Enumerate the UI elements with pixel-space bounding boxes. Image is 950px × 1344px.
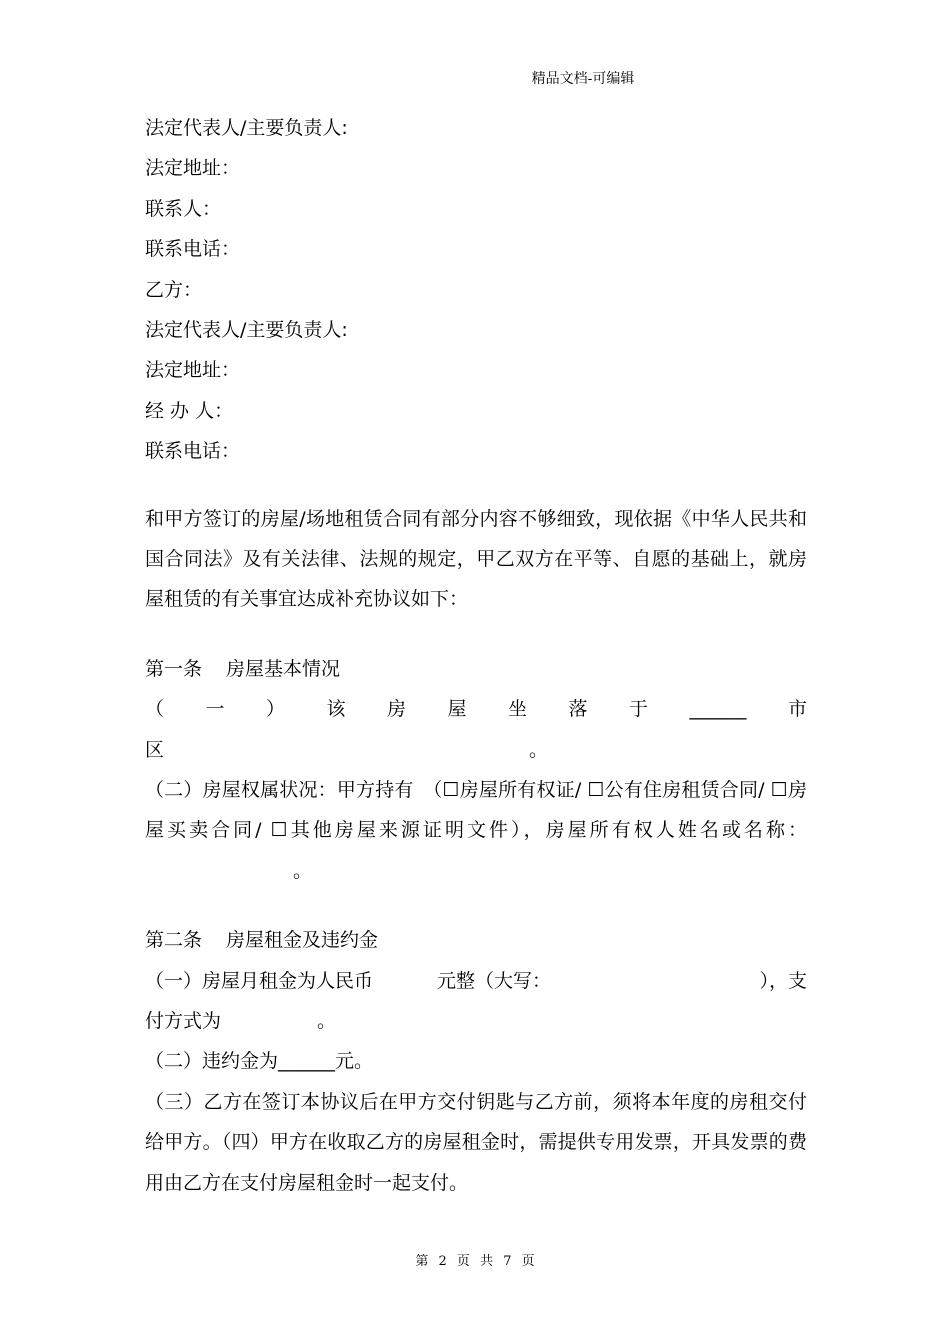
- page-header: 精品文档-可编辑: [531, 71, 635, 87]
- party-a-phone: 联系电话：: [145, 238, 241, 261]
- document-body: [145, 108, 807, 1203]
- period: 。: [293, 859, 313, 882]
- article-1-item-2: [145, 770, 807, 891]
- party-b-address: 法定地址：: [145, 359, 241, 382]
- item-char: 市: [787, 698, 807, 721]
- party-b-title: 乙方：: [145, 278, 203, 301]
- article-1-heading: [145, 649, 807, 689]
- rent-unit: 元整（大写：: [437, 969, 552, 992]
- party-a-representative: 法定代表人/主要负责人:: [145, 117, 348, 139]
- payment-method-label: 付方式为: [145, 1009, 222, 1032]
- ownership-text: （二）房屋权属状况：甲方持有 （☐房屋所有权证/ ☐公有住房租赁合同/ ☐房屋买卖合同/ ☐其他房屋来源证明文件），房屋所有权人姓名或名称：: [145, 778, 807, 842]
- rent-label: （一）房屋月租金为人民币: [145, 969, 374, 992]
- spacer: [145, 472, 807, 499]
- spacer: [145, 891, 807, 920]
- article-1-item-1: [145, 689, 807, 729]
- item-char: 房: [387, 698, 407, 721]
- item-char: 一: [205, 698, 225, 721]
- item-char: （: [145, 698, 165, 721]
- article-2-item-1-line-2: [145, 1001, 807, 1041]
- article-2-heading: [145, 920, 807, 960]
- article-2-item-2: （二）违约金为______元。: [145, 1050, 374, 1073]
- item-char: 于: [629, 698, 649, 721]
- party-b-handler: 经 办 人：: [145, 399, 234, 422]
- article-2-item-1: [145, 961, 807, 1001]
- period: 。: [317, 1009, 337, 1032]
- article-2-number: 第二条: [145, 929, 203, 952]
- rent-tail: ），支: [759, 969, 807, 992]
- party-b-phone: 联系电话：: [145, 440, 241, 463]
- spacer: [145, 620, 807, 649]
- party-a-contact: 联系人：: [145, 197, 222, 220]
- item-char: 屋: [447, 698, 467, 721]
- item-char: 落: [568, 698, 588, 721]
- party-b-representative: 法定代表人/主要负责人:: [145, 318, 348, 341]
- article-2-title: 房屋租金及违约金: [226, 929, 379, 952]
- article-1-title: 房屋基本情况: [226, 657, 341, 680]
- item-char: ）: [266, 698, 286, 721]
- intro-paragraph: 和甲方签订的房屋/场地租赁合同有部分内容不够细致，现依据《中华人民共和国合同法》及有关法律、法规的规定，甲乙双方在平等、自愿的基础上，就房屋租赁的有关事宜达成补充协议如下：: [145, 507, 807, 611]
- article-1-item-1-line-2: [145, 730, 807, 770]
- article-2-item-3: （三）乙方在签订本协议后在甲方交付钥匙与乙方前，须将本年度的房租交付给甲方。（四）甲方在收取乙方的房屋租金时，需提供专用发票，开具发票的费用由乙方在支付房屋租金时一起支付。: [145, 1090, 807, 1194]
- party-a-address: 法定地址：: [145, 157, 241, 180]
- blank-field: ______: [689, 698, 747, 721]
- item-char: 坐: [508, 698, 528, 721]
- article-1-number: 第一条: [145, 657, 203, 680]
- item-char: 该: [326, 698, 346, 721]
- period: 。: [529, 738, 549, 761]
- district-label: 区: [145, 738, 165, 761]
- page-footer: 第 2 页 共 7 页: [415, 1254, 535, 1269]
